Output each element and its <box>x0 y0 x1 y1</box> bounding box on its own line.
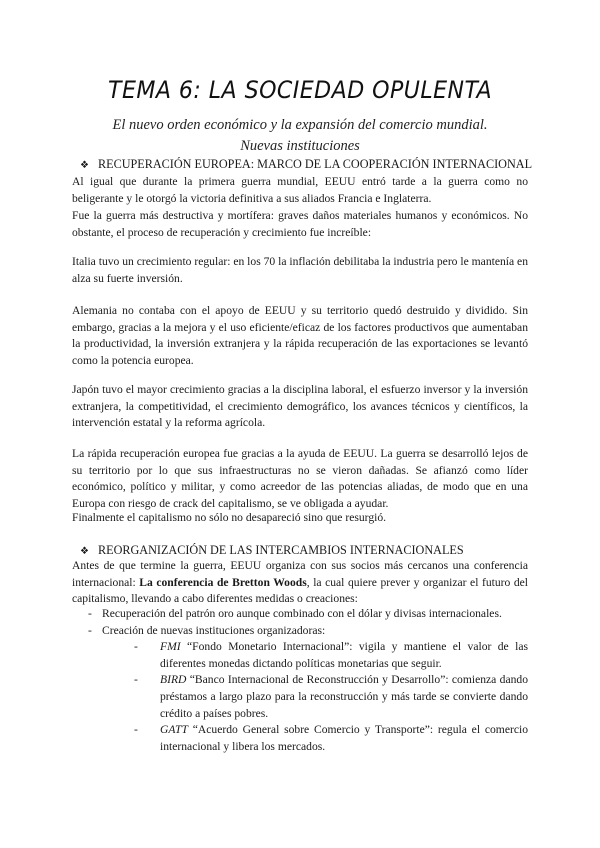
list-item-fmi: - FMI “Fondo Monetario Internacional”: vigila y mantiene el valor de las diferentes monedas dictando políticas monetarias que seguir. <box>134 640 528 670</box>
paragraph-japon: Japón tuvo el mayor crecimiento gracias a la disciplina laboral, el esfuerzo inversor y la inversión extranjera, la competitividad, el crecimiento demográfico, los avances técnicos y científicos, la intervención estatal y la reforma agrícola. <box>72 383 528 430</box>
paragraph-italia: Italia tuvo un crecimiento regular: en los 70 la inflación debilitaba la industria pero le mantenía en alza su fuerte inversión. <box>72 255 528 285</box>
list-item: - Creación de nuevas instituciones organizadoras: <box>88 623 326 637</box>
diamond-bullet-icon: ❖ <box>80 160 89 171</box>
measures-list <box>72 606 528 755</box>
diamond-bullet-icon: ❖ <box>80 546 89 557</box>
paragraph-alemania: Alemania no contaba con el apoyo de EEUU y su territorio quedó destruido y dividido. Sin embargo, gracias a la mejora y el uso eficiente/eficaz de los factores productivos que aumentaban la productividad, la inversión extranjera y la rápida recuperación de las exportaciones se levantó como la potencia europea. <box>72 304 528 367</box>
paragraph-eeuu: La rápida recuperación europea fue gracias a la ayuda de EEUU. La guerra se desarrolló lejos de su territorio por lo que sus infraestructuras no se vieron dañadas. Se afianzó como líder económico, político y militar, y como acreedor de las potencias aliadas, de modo que en una Europa con riesgo de crack del capitalismo, se ve obligada a ayudar. <box>72 447 528 510</box>
section-heading-recuperacion: ❖ RECUPERACIÓN EUROPEA: MARCO DE LA COOPERACIÓN INTERNACIONAL <box>80 157 533 171</box>
subtitle-secondary: Nuevas instituciones <box>240 138 360 154</box>
list-item-gatt: - GATT “Acuerdo General sobre Comercio y Transporte”: regula el comercio internacional y libera los mercados. <box>134 723 528 753</box>
paragraph-bretton-woods: Antes de que termine la guerra, EEUU organiza con sus socios más cercanos una conferencia internacional: La conferencia de Bretton Woods, la cual quiere prever y organizar el futuro del capitalismo, llevando a cabo diferentes medidas o creaciones: <box>72 559 528 606</box>
list-item: - Recuperación del patrón oro aunque combinado con el dólar y divisas internacionales. <box>88 607 502 620</box>
page-title: TEMA 6: LA SOCIEDAD OPULENTA <box>107 76 493 104</box>
section-heading-reorganizacion: ❖ REORGANIZACIÓN DE LAS INTERCAMBIOS INTERNACIONALES <box>80 543 464 557</box>
subtitle: El nuevo orden económico y la expansión del comercio mundial. <box>112 117 488 133</box>
paragraph-conclusion: Finalmente el capitalismo no sólo no desapareció sino que resurgió. <box>72 511 387 524</box>
paragraph: Fue la guerra más destructiva y mortífera: graves daños materiales humanos y económicos. No obstante, el proceso de recuperación y crecimiento fue increíble: <box>72 209 528 239</box>
list-item-bird: - BIRD “Banco Internacional de Reconstrucción y Desarrollo”: comienza dando préstamos a largo plazo para la reconstrucción y más tarde se convierte dando crédito a países pobres. <box>134 673 528 720</box>
paragraph: Al igual que durante la primera guerra mundial, EEUU entró tarde a la guerra como no beligerante y le otorgó la victoria definitiva a sus aliados Francia e Inglaterra. <box>72 175 528 205</box>
